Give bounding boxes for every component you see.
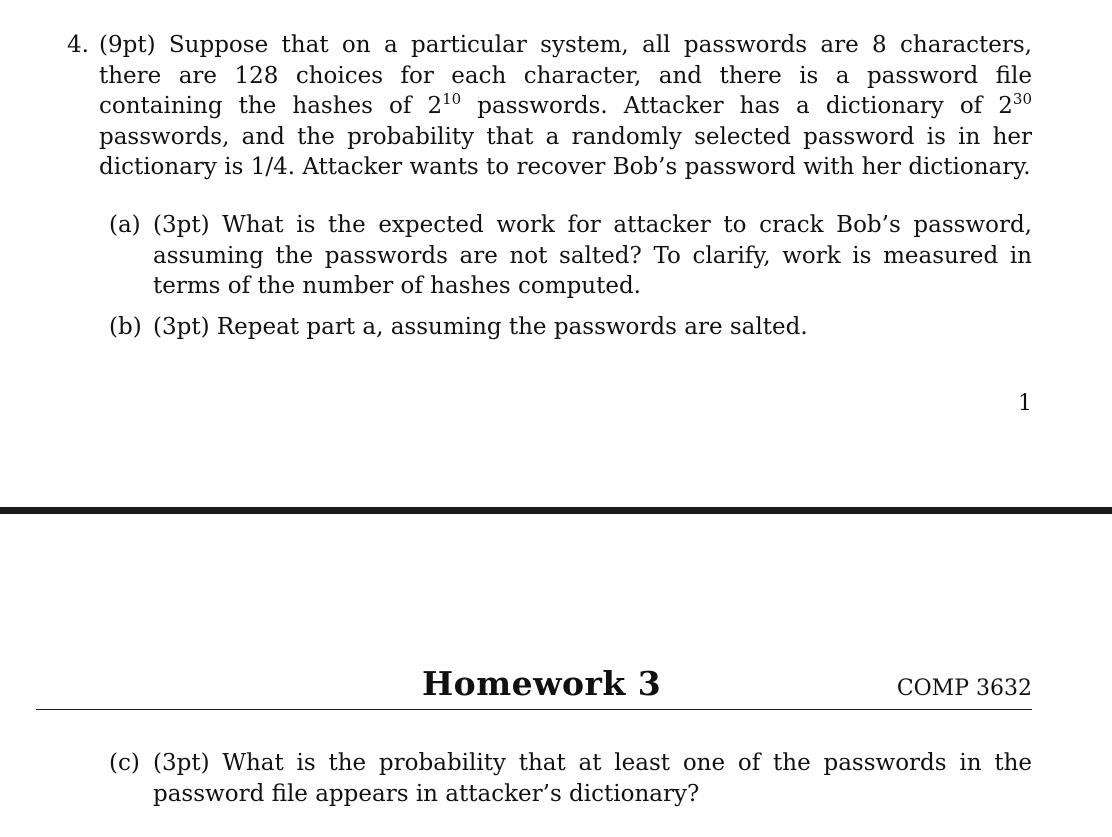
header-title: Homework 3 bbox=[422, 664, 662, 703]
problem-4 bbox=[67, 30, 1032, 183]
subpart-c-label: (c) bbox=[109, 750, 140, 776]
subpart-a-label: (a) bbox=[109, 212, 141, 238]
subpart-b bbox=[109, 312, 1032, 343]
statement-part-2: passwords. Attacker has a dictionary of bbox=[461, 93, 999, 119]
page-separator bbox=[0, 507, 1112, 514]
subpart-c bbox=[109, 748, 1032, 809]
header-rule bbox=[36, 709, 1032, 710]
power-exponent-1: 10 bbox=[442, 90, 462, 108]
statement-part-1: (9pt) Suppose that on a particular system, all passwords are 8 characters, there are 128 choices for each character, and there is a password file containing the hashes of bbox=[99, 32, 1032, 119]
power-base-1: 2 bbox=[427, 93, 443, 119]
power-base-2: 2 bbox=[998, 93, 1013, 119]
problem-number: 4. bbox=[67, 32, 89, 58]
subpart-a-text: (3pt) What is the expected work for attacker to crack Bob’s password, assuming the passwords are not salted? To clarify, work is measured in terms of the number of hashes computed. bbox=[153, 212, 1032, 299]
subpart-a bbox=[109, 210, 1032, 302]
subpart-b-label: (b) bbox=[109, 314, 142, 340]
power-exponent-2: 30 bbox=[1012, 90, 1033, 108]
header-course: COMP 3632 bbox=[896, 676, 1032, 701]
page-number: 1 bbox=[1018, 391, 1032, 416]
problem-statement bbox=[99, 30, 1032, 183]
subpart-c-text: (3pt) What is the probability that at least one of the passwords in the password file appears in attacker’s dictionary? bbox=[153, 750, 1032, 807]
statement-part-3: passwords, and the probability that a randomly selected password is in her dictionary is 1/4. Attacker wants to recover Bob’s password with her dictionary. bbox=[99, 123, 1032, 180]
subpart-b-text: (3pt) Repeat part a, assuming the passwords are salted. bbox=[153, 314, 808, 340]
